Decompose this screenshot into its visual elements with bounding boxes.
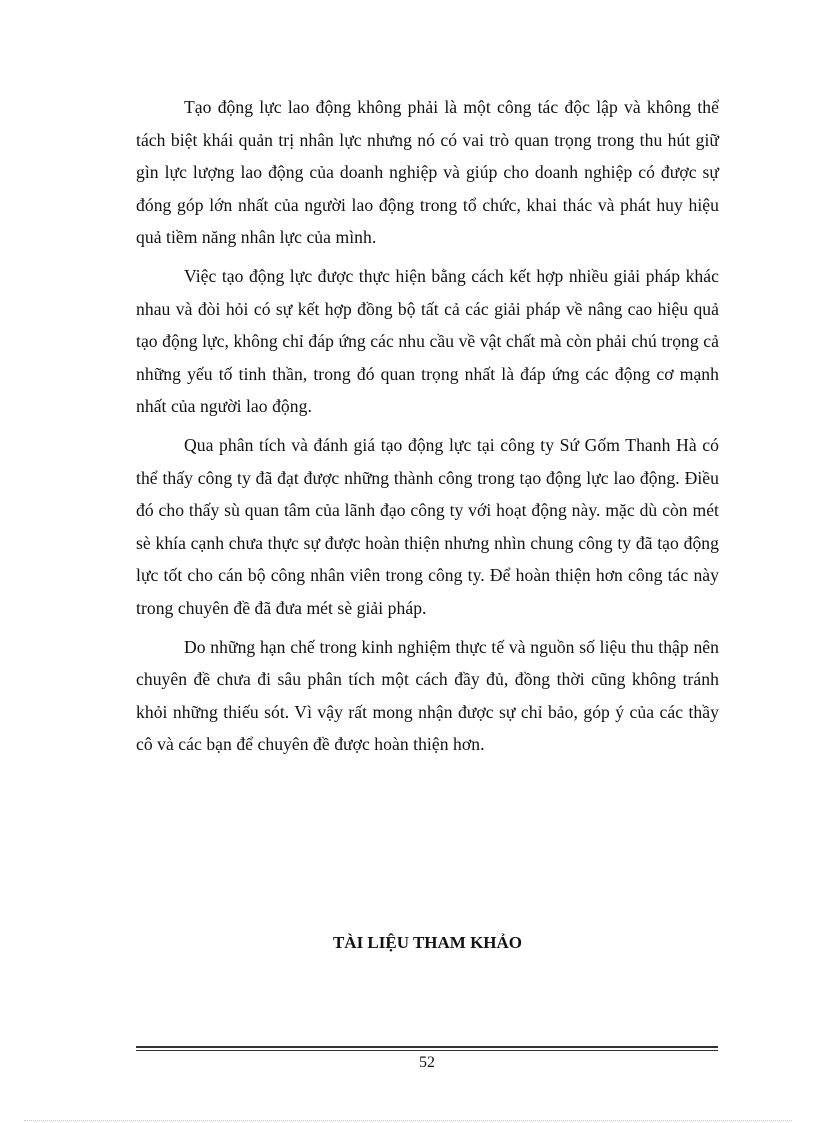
body-text: [136, 91, 719, 767]
paragraph-2: Việc tạo động lực được thực hiện bằng cách kết hợp nhiều giải pháp khác nhau và đòi hỏi có sự kết hợp đồng bộ tất cả các giải pháp về nâng cao hiệu quả tạo động lực, không chỉ đáp ứng các nhu cầu về vật chất mà còn phải chú trọng cả những yếu tố tinh thần, trong đó quan trọng nhất là đáp ứng các động cơ mạnh nhất của người lao động.: [136, 265, 719, 417]
footer-divider: [136, 1046, 718, 1051]
page-number: 52: [419, 1054, 435, 1071]
references-heading: TÀI LIỆU THAM KHẢO: [332, 933, 523, 952]
paragraph-1: Tạo động lực lao động không phải là một công tác độc lập và không thể tách biệt khái quản trị nhân lực nhưng nó có vai trò quan trọng trong thu hút giữ gìn lực lượng lao động của doanh nghiệp và giúp cho doanh nghiệp có được sự đóng góp lớn nhất của người lao động trong tổ chức, khai thác và phát huy hiệu quả tiềm năng nhân lực của mình.: [136, 97, 719, 248]
paragraph-3: Qua phân tích và đánh giá tạo động lực tại công ty Sứ Gốm Thanh Hà có thể thấy công ty đã đạt được những thành công trong tạo động lực lao động. Điều đó cho thấy sù quan tâm của lãnh đạo công ty với hoạt động này. mặc dù còn mét sè khía cạnh chưa thực sự được hoàn thiện nhưng nhìn chung công ty đã tạo động lực tốt cho cán bộ công nhân viên trong công ty. Để hoàn thiện hơn công tác này trong chuyên đề đã đưa mét sè giải pháp.: [136, 434, 719, 618]
paragraph-4: Do những hạn chế trong kinh nghiệm thực tế và nguồn số liệu thu thập nên chuyên đề chưa đi sâu phân tích một cách đầy đủ, đồng thời cũng không tránh khỏi những thiếu sót. Vì vậy rất mong nhận được sự chỉ bảo, góp ý của các thầy cô và các bạn để chuyên đề được hoàn thiện hơn.: [136, 636, 719, 755]
page-edge-divider: [24, 1120, 792, 1121]
